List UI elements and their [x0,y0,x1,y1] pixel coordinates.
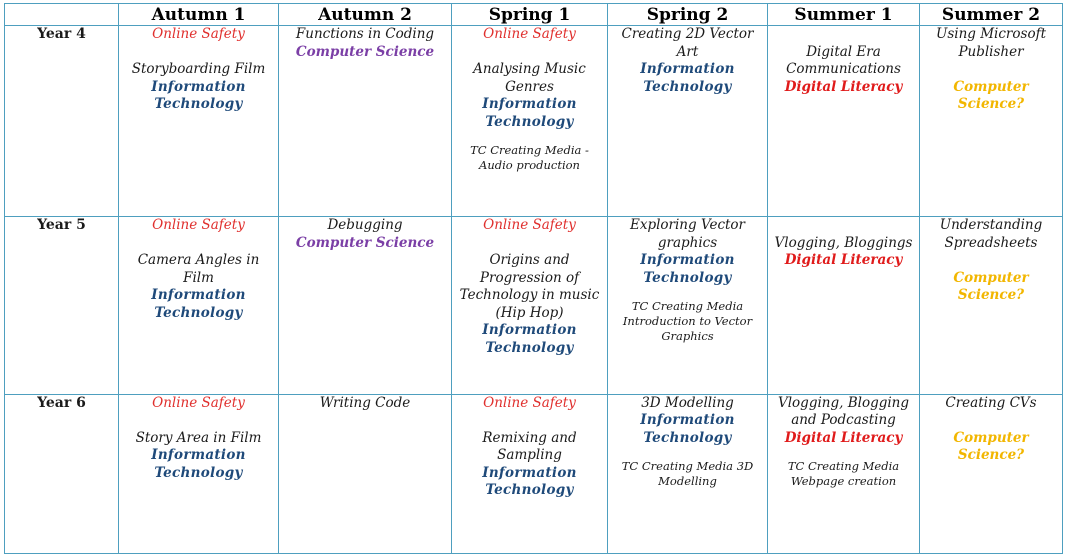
cell-year-4-summer-2 [920,26,1063,217]
topic-text: Using Microsoft Publisher [935,26,1046,60]
column-header-summer-2: Summer 2 [920,4,1063,26]
subject-digital-literacy: Digital Literacy [784,78,903,95]
cell-year-5-summer-1 [768,217,920,394]
subject-information-technology: Information Technology [640,61,735,95]
subject-digital-literacy: Digital Literacy [784,429,903,446]
tc-note: TC Creating Media - Audio production [470,143,589,172]
online-safety-label: Online Safety [152,217,245,234]
online-safety-label: Online Safety [483,26,576,42]
header-row [5,4,1063,26]
topic-text: Functions in Coding [295,26,435,42]
topic-text: Vlogging, Blogging and Podcasting [777,394,910,429]
topic-text: Remixing and Sampling [482,429,577,464]
tc-note: TC Creating Media 3D Modelling [621,459,754,489]
subject-information-technology: Information Technology [640,252,735,286]
subject-information-technology: Information Technology [151,78,246,112]
cell-year-5-spring-2 [608,217,768,394]
cell-year-5-summer-2 [920,217,1063,394]
corner-cell [5,4,119,26]
subject-information-technology: Information Technology [482,464,577,499]
cell-year-6-autumn-1 [119,394,279,553]
subject-information-technology: Information Technology [151,447,246,481]
year-4-row [5,26,1063,217]
cell-year-4-autumn-1 [119,26,279,217]
tc-note: TC Creating Media Introduction to Vector Graphics [622,299,753,344]
cell-year-5-autumn-1 [119,217,279,394]
cell-year-6-summer-2 [920,394,1063,553]
cell-year-6-summer-1 [768,394,920,553]
row-header-year-5: Year 5 [5,217,119,394]
column-header-autumn-2: Autumn 2 [279,4,452,26]
row-header-year-6: Year 6 [5,394,119,553]
subject-computer-science: Computer Science [295,43,435,60]
row-header-year-4: Year 4 [5,26,119,217]
cell-year-4-spring-1 [452,26,608,217]
subject-computer-science-question: Computer Science? [953,429,1029,464]
subject-computer-science-question: Computer Science? [953,78,1029,112]
topic-text: Exploring Vector graphics [629,217,746,251]
cell-year-6-autumn-2 [279,394,452,553]
topic-text: Camera Angles in Film [137,252,260,286]
cell-year-5-autumn-2 [279,217,452,394]
online-safety-label: Online Safety [483,217,576,234]
online-safety-label: Online Safety [152,394,245,411]
column-header-summer-1: Summer 1 [768,4,920,26]
topic-text: Vlogging, Bloggings [774,234,913,251]
column-header-spring-2: Spring 2 [608,4,768,26]
topic-text: Story Area in Film [135,429,262,446]
year-5-row [5,217,1063,394]
subject-information-technology: Information Technology [482,322,577,356]
topic-text: Digital Era Communications [786,43,901,77]
cell-year-6-spring-1 [452,394,608,553]
topic-text: Understanding Spreadsheets [939,217,1043,251]
topic-text: Debugging [327,217,403,234]
cell-year-5-spring-1 [452,217,608,394]
online-safety-label: Online Safety [483,394,576,411]
online-safety-label: Online Safety [152,26,245,42]
topic-text: Origins and Progression of Technology in music (Hip Hop) [459,252,600,321]
cell-year-4-spring-2 [608,26,768,217]
curriculum-table [4,3,1063,554]
topic-text: Creating CVs [945,394,1037,411]
topic-text: 3D Modelling [641,394,734,411]
subject-digital-literacy: Digital Literacy [784,252,903,269]
cell-year-4-summer-1 [768,26,920,217]
topic-text: Writing Code [319,394,411,411]
subject-computer-science: Computer Science [295,234,435,251]
topic-text: Creating 2D Vector Art [621,26,754,60]
column-header-autumn-1: Autumn 1 [119,4,279,26]
column-header-spring-1: Spring 1 [452,4,608,26]
year-6-row [5,394,1063,553]
cell-year-4-autumn-2 [279,26,452,217]
topic-text: Storyboarding Film [131,61,266,77]
subject-information-technology: Information Technology [151,287,246,321]
topic-text: Analysing Music Genres [473,61,586,95]
subject-computer-science-question: Computer Science? [953,269,1029,304]
subject-information-technology: Information Technology [640,412,735,446]
cell-year-6-spring-2 [608,394,768,553]
subject-information-technology: Information Technology [482,96,577,130]
tc-note: TC Creating Media Webpage creation [787,459,900,489]
